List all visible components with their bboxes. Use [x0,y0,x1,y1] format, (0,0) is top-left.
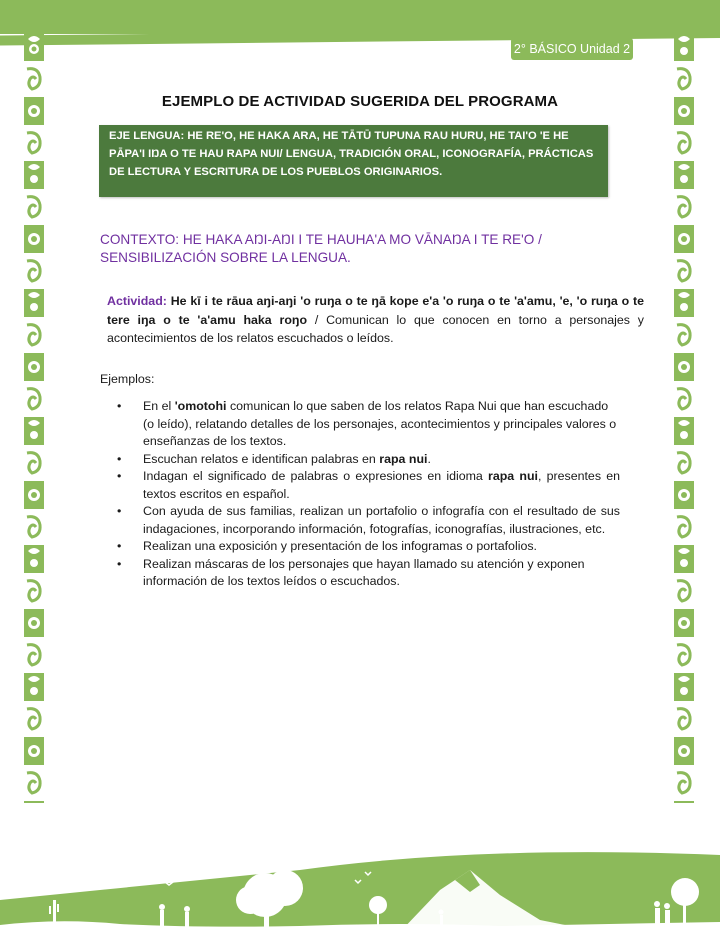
polynesian-motif-icon [24,225,44,253]
polynesian-motif-icon [674,545,694,573]
polynesian-motif-icon [24,257,44,285]
polynesian-motif-icon [24,161,44,189]
polynesian-motif-icon [24,769,44,797]
polynesian-motif-icon [674,769,694,797]
item-bold-term: rapa nui [488,469,538,483]
polynesian-motif-icon [674,705,694,733]
polynesian-motif-icon [674,257,694,285]
item-text: Escuchan relatos e identifican palabras en [143,451,380,466]
polynesian-motif-icon [674,321,694,349]
polynesian-motif-icon [24,545,44,573]
item-text: Con ayuda de sus familias, realizan un portafolio o infografía con el resultado de sus indagaciones, incorporando información, fotografías, iconografías, ilustraciones, etc. [143,504,620,536]
polynesian-motif-icon [674,289,694,317]
item-text: Indagan el significado de palabras o expresiones en idioma [143,469,489,483]
eje-lengua-box [99,125,608,197]
polynesian-motif-icon [674,417,694,445]
header-band [0,0,720,34]
polynesian-motif-icon [674,129,694,157]
polynesian-motif-icon [24,353,44,381]
polynesian-motif-icon [674,577,694,605]
polynesian-motif-icon [24,737,44,765]
polynesian-motif-icon [674,225,694,253]
list-item [117,451,620,469]
list-item [117,503,620,538]
landscape-footer-illustration [0,800,720,932]
item-bold-term: rapa nui [379,451,428,466]
eje-lengua-text: EJE LENGUA: HE RE'O, HE HAKA ARA, HE TĀTŪ TUPUNA RAU HURU, HE TAI'O 'E HE PĀPA'I IŊA O TE HAU RAPA NUI/ LENGUA, TRADICIÓN ORAL, ICONOGRAFÍA, PRÁCTICAS DE LECTURA Y ESCRITURA DE LOS PUEBLOS ORIGINARIOS. [109,130,594,178]
polynesian-motif-icon [24,417,44,445]
item-text: , presentes en textos escritos en español. [143,469,620,501]
polynesian-motif-icon [674,513,694,541]
polynesian-motif-icon [674,385,694,413]
item-text: Realizan máscaras de los personajes que hayan llamado su atención y exponen información de los textos leídos o escuchados. [143,556,585,588]
list-item [117,556,620,591]
polynesian-motif-icon [24,705,44,733]
item-text: En el [143,399,175,413]
polynesian-motif-icon [24,513,44,541]
polynesian-motif-icon [674,673,694,701]
item-text: . [427,451,431,466]
list-item [117,538,620,556]
polynesian-motif-icon [674,737,694,765]
actividad-rapa-nui-text: He kī i te rāua aŋi-aŋi 'o ruŋa o te ŋā kope e'a 'o ruŋa o te 'a'amu, 'e, 'o ruŋa o te tere iŋa o te 'a'amu haka roŋo [107,294,644,327]
polynesian-motif-icon [24,577,44,605]
unit-badge: 2° BÁSICO Unidad 2 [511,38,633,60]
left-decorative-border [24,33,44,803]
actividad-paragraph [107,292,644,348]
polynesian-motif-icon [24,449,44,477]
polynesian-motif-icon [674,641,694,669]
polynesian-motif-icon [674,481,694,509]
polynesian-motif-icon [674,353,694,381]
item-text: comunican lo que saben de los relatos Rapa Nui que han escuchado (o leído), relatando detalles de los personajes, acontecimientos y principales valores o enseñanzas de los textos. [143,399,617,448]
polynesian-motif-icon [24,321,44,349]
polynesian-motif-icon [24,193,44,221]
polynesian-motif-icon [674,161,694,189]
polynesian-motif-icon [674,65,694,93]
polynesian-motif-icon [24,673,44,701]
polynesian-motif-icon [24,385,44,413]
ejemplos-label: Ejemplos: [100,372,155,386]
polynesian-motif-icon [24,33,44,61]
item-text: Realizan una exposición y presentación de los infogramas o portafolios. [143,539,537,553]
polynesian-motif-icon [674,609,694,637]
polynesian-motif-icon [674,449,694,477]
polynesian-motif-icon [24,129,44,157]
badge-connector [591,0,596,42]
ejemplos-list [117,398,620,591]
actividad-label: Actividad: [107,294,167,308]
polynesian-motif-icon [24,609,44,637]
contexto-heading: CONTEXTO: HE HAKA AŊI-AŊI I TE HAUHA'A MO VĀNAŊA I TE RE'O / SENSIBILIZACIÓN SOBRE LA LENGUA. [100,232,542,265]
page-title: EJEMPLO DE ACTIVIDAD SUGERIDA DEL PROGRAMA [161,93,559,110]
polynesian-motif-icon [674,193,694,221]
actividad-spanish-text: / Comunican lo que conocen en torno a personajes y acontecimientos de los relatos escuchados o leídos. [107,312,644,345]
right-decorative-border [674,33,694,803]
polynesian-motif-icon [24,289,44,317]
polynesian-motif-icon [674,33,694,61]
item-bold-term: 'omotohi [174,399,227,413]
polynesian-motif-icon [24,65,44,93]
list-item [117,468,620,503]
polynesian-motif-icon [24,641,44,669]
list-item [117,398,620,451]
polynesian-motif-icon [24,481,44,509]
